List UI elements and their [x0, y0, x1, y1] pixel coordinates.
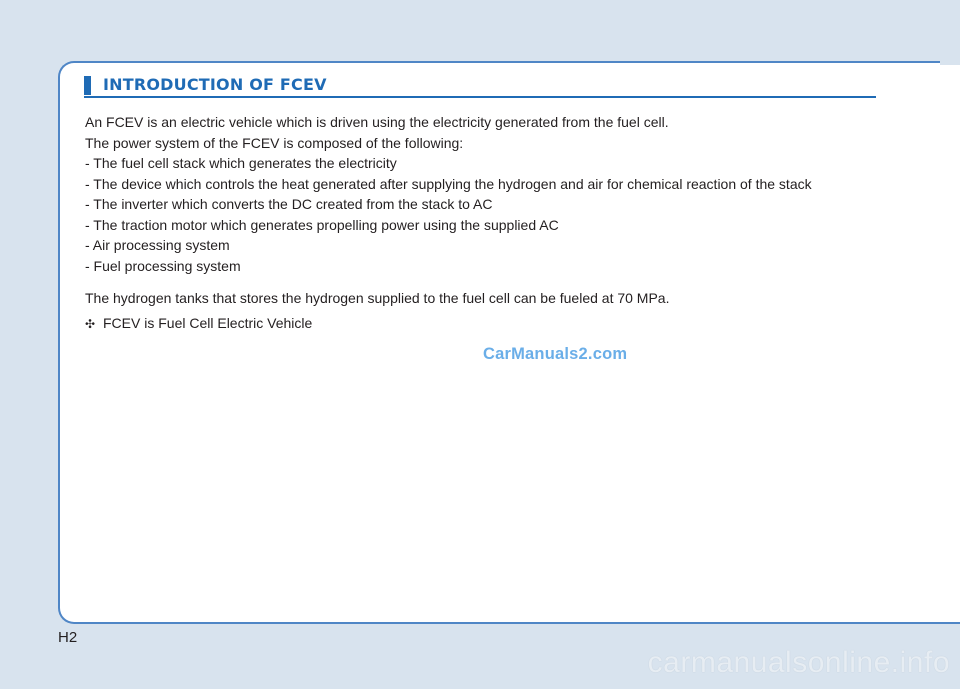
page-number: H2 — [58, 629, 78, 646]
section-title: INTRODUCTION OF FCEV — [103, 75, 327, 94]
list-item: - The fuel cell stack which generates the electricity — [85, 155, 397, 171]
note-symbol-icon: ✣ — [85, 316, 96, 331]
list-item: - The traction motor which generates propelling power using the supplied AC — [85, 216, 559, 233]
body-text — [85, 112, 885, 334]
section-header — [84, 76, 876, 96]
corner-tab — [940, 61, 960, 65]
list-item: - Air processing system — [85, 237, 230, 253]
note-text: FCEV is Fuel Cell Electric Vehicle — [103, 314, 313, 331]
tanks-paragraph: The hydrogen tanks that stores the hydrogen supplied to the fuel cell can be fueled at 70 MPa. — [85, 290, 670, 306]
watermark-link[interactable]: CarManuals2.com — [483, 345, 628, 363]
list-item: - The device which controls the heat generated after supplying the hydrogen and air for chemical reaction of the stack — [85, 175, 812, 192]
list-item: - Fuel processing system — [85, 257, 241, 274]
list-item: - The inverter which converts the DC created from the stack to AC — [85, 196, 493, 212]
composition-paragraph: The power system of the FCEV is composed of the following: — [85, 134, 464, 151]
spacer — [85, 276, 885, 288]
footer-watermark: carmanualsonline.info — [647, 646, 950, 679]
header-accent-bar — [84, 76, 91, 95]
note — [85, 313, 885, 335]
header-rule — [84, 96, 876, 98]
intro-paragraph: An FCEV is an electric vehicle which is driven using the electricity generated from the fuel cell. — [85, 114, 669, 130]
